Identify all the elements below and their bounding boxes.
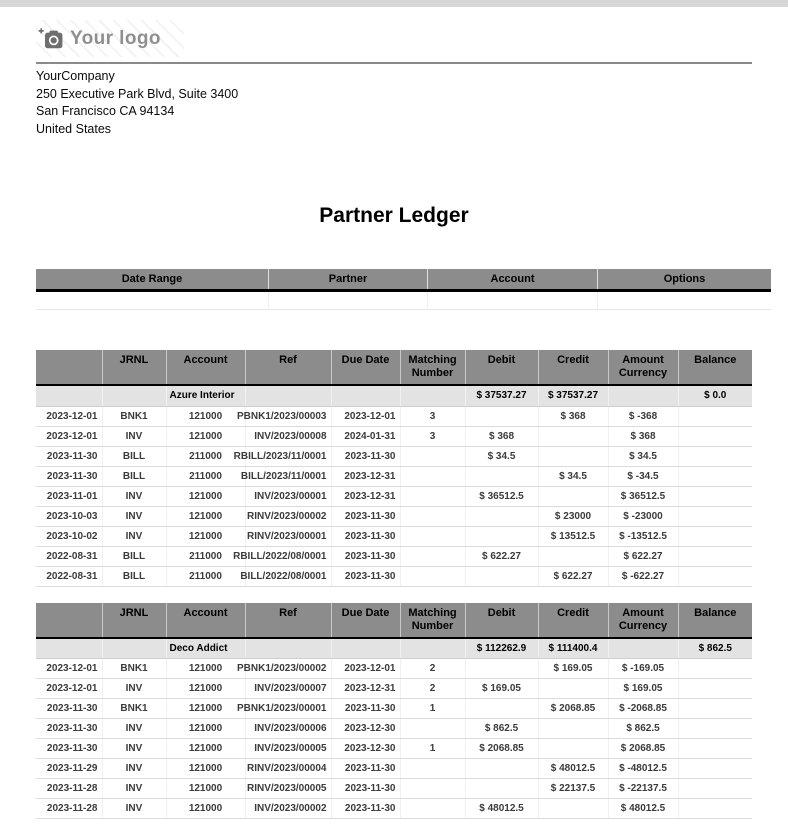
cell-due_date: 2023-12-30 bbox=[331, 719, 400, 739]
group-cell-jrnl bbox=[102, 385, 166, 406]
column-header-due_date: Due Date bbox=[331, 603, 400, 638]
filters-header-row bbox=[36, 269, 771, 291]
cell-due_date: 2023-11-30 bbox=[331, 779, 400, 799]
cell-credit bbox=[538, 739, 608, 759]
cell-credit bbox=[538, 799, 608, 819]
cell-amount_currency: $ -622.27 bbox=[608, 566, 678, 586]
cell-jrnl: BNK1 bbox=[102, 659, 166, 679]
cell-debit: $ 169.05 bbox=[465, 679, 538, 699]
group-cell-ref bbox=[245, 385, 331, 406]
ledger-row bbox=[36, 526, 752, 546]
cell-credit: $ 13512.5 bbox=[538, 526, 608, 546]
cell-balance bbox=[678, 759, 752, 779]
cell-date: 2022-08-31 bbox=[36, 566, 102, 586]
ledger-row bbox=[36, 699, 752, 719]
group-cell-amount_currency bbox=[608, 385, 678, 406]
cell-matching bbox=[400, 486, 465, 506]
page-top-strip bbox=[0, 0, 788, 7]
cell-account: 121000 bbox=[166, 739, 245, 759]
cell-balance bbox=[678, 719, 752, 739]
column-header-debit: Debit bbox=[465, 350, 538, 385]
column-header-debit: Debit bbox=[465, 603, 538, 638]
cell-amount_currency: $ -34.5 bbox=[608, 466, 678, 486]
cell-due_date: 2023-11-30 bbox=[331, 566, 400, 586]
cell-ref: INV/2023/00007 bbox=[245, 679, 331, 699]
cell-account: 121000 bbox=[166, 659, 245, 679]
ledger-row bbox=[36, 506, 752, 526]
cell-account: 121000 bbox=[166, 699, 245, 719]
cell-date: 2023-11-30 bbox=[36, 699, 102, 719]
cell-credit bbox=[538, 486, 608, 506]
cell-date: 2023-11-30 bbox=[36, 446, 102, 466]
cell-account: 121000 bbox=[166, 526, 245, 546]
cell-account: 121000 bbox=[166, 759, 245, 779]
cell-ref: PBNK1/2023/00001 bbox=[245, 699, 331, 719]
cell-matching: 2 bbox=[400, 659, 465, 679]
cell-due_date: 2023-11-30 bbox=[331, 526, 400, 546]
cell-ref: INV/2023/00008 bbox=[245, 426, 331, 446]
cell-credit: $ 23000 bbox=[538, 506, 608, 526]
cell-amount_currency: $ 2068.85 bbox=[608, 739, 678, 759]
cell-ref: BILL/2023/11/0001 bbox=[245, 466, 331, 486]
cell-account: 121000 bbox=[166, 506, 245, 526]
ledger-row bbox=[36, 546, 752, 566]
filter-header-partner: Partner bbox=[269, 269, 428, 291]
cell-credit bbox=[538, 679, 608, 699]
cell-matching: 1 bbox=[400, 699, 465, 719]
group-total-debit: $ 112262.9 bbox=[465, 638, 538, 659]
group-cell-due_date bbox=[331, 638, 400, 659]
cell-matching bbox=[400, 526, 465, 546]
column-header-due_date: Due Date bbox=[331, 350, 400, 385]
partner-group-name: Deco Addict bbox=[166, 638, 245, 659]
cell-jrnl: BILL bbox=[102, 466, 166, 486]
report-title: Partner Ledger bbox=[319, 204, 469, 227]
cell-debit: $ 48012.5 bbox=[465, 799, 538, 819]
cell-balance bbox=[678, 779, 752, 799]
cell-balance bbox=[678, 486, 752, 506]
cell-amount_currency: $ 169.05 bbox=[608, 679, 678, 699]
cell-account: 121000 bbox=[166, 426, 245, 446]
ledger-row bbox=[36, 486, 752, 506]
cell-due_date: 2023-12-01 bbox=[331, 406, 400, 426]
filter-value-options bbox=[598, 291, 772, 310]
cell-credit: $ 34.5 bbox=[538, 466, 608, 486]
cell-jrnl: INV bbox=[102, 739, 166, 759]
cell-credit: $ 622.27 bbox=[538, 566, 608, 586]
company-street: 250 Executive Park Blvd, Suite 3400 bbox=[36, 86, 239, 101]
cell-date: 2023-10-02 bbox=[36, 526, 102, 546]
cell-account: 121000 bbox=[166, 799, 245, 819]
cell-date: 2023-11-01 bbox=[36, 486, 102, 506]
filter-value-partner bbox=[269, 291, 428, 310]
cell-due_date: 2023-12-31 bbox=[331, 486, 400, 506]
group-total-balance: $ 862.5 bbox=[678, 638, 752, 659]
cell-matching bbox=[400, 566, 465, 586]
cell-due_date: 2023-11-30 bbox=[331, 446, 400, 466]
cell-credit: $ 22137.5 bbox=[538, 779, 608, 799]
filter-header-account: Account bbox=[428, 269, 598, 291]
cell-balance bbox=[678, 739, 752, 759]
group-total-balance: $ 0.0 bbox=[678, 385, 752, 406]
company-address-block bbox=[36, 68, 752, 138]
column-header-date bbox=[36, 350, 102, 385]
cell-amount_currency: $ -13512.5 bbox=[608, 526, 678, 546]
cell-matching bbox=[400, 719, 465, 739]
cell-ref: BILL/2022/08/0001 bbox=[245, 566, 331, 586]
cell-account: 211000 bbox=[166, 446, 245, 466]
cell-jrnl: INV bbox=[102, 759, 166, 779]
cell-credit bbox=[538, 426, 608, 446]
cell-due_date: 2023-11-30 bbox=[331, 546, 400, 566]
cell-due_date: 2023-11-30 bbox=[331, 759, 400, 779]
cell-debit bbox=[465, 526, 538, 546]
cell-ref: RBILL/2023/11/0001 bbox=[245, 446, 331, 466]
cell-matching bbox=[400, 779, 465, 799]
cell-debit bbox=[465, 466, 538, 486]
cell-matching bbox=[400, 446, 465, 466]
cell-jrnl: INV bbox=[102, 426, 166, 446]
partner-ledger-table bbox=[36, 350, 752, 587]
filter-header-options: Options bbox=[598, 269, 772, 291]
ledger-row bbox=[36, 779, 752, 799]
cell-debit bbox=[465, 759, 538, 779]
cell-ref: PBNK1/2023/00003 bbox=[245, 406, 331, 426]
cell-matching bbox=[400, 546, 465, 566]
ledger-row bbox=[36, 566, 752, 586]
cell-ref: RINV/2023/00001 bbox=[245, 526, 331, 546]
cell-due_date: 2024-01-31 bbox=[331, 426, 400, 446]
cell-balance bbox=[678, 406, 752, 426]
cell-amount_currency: $ -22137.5 bbox=[608, 779, 678, 799]
ledger-row bbox=[36, 739, 752, 759]
cell-debit bbox=[465, 779, 538, 799]
cell-balance bbox=[678, 566, 752, 586]
group-cell-amount_currency bbox=[608, 638, 678, 659]
cell-jrnl: BNK1 bbox=[102, 699, 166, 719]
cell-date: 2022-08-31 bbox=[36, 546, 102, 566]
cell-debit bbox=[465, 566, 538, 586]
column-header-amount_currency: Amount Currency bbox=[608, 603, 678, 638]
ledger-row bbox=[36, 426, 752, 446]
cell-ref: RINV/2023/00005 bbox=[245, 779, 331, 799]
column-header-account: Account bbox=[166, 350, 245, 385]
cell-due_date: 2023-12-31 bbox=[331, 466, 400, 486]
cell-ref: RINV/2023/00004 bbox=[245, 759, 331, 779]
cell-account: 121000 bbox=[166, 486, 245, 506]
cell-due_date: 2023-12-30 bbox=[331, 739, 400, 759]
cell-jrnl: INV bbox=[102, 526, 166, 546]
column-header-ref: Ref bbox=[245, 350, 331, 385]
ledger-row bbox=[36, 679, 752, 699]
header-divider-line bbox=[36, 62, 752, 64]
cell-jrnl: INV bbox=[102, 506, 166, 526]
cell-date: 2023-12-01 bbox=[36, 406, 102, 426]
cell-balance bbox=[678, 699, 752, 719]
cell-date: 2023-10-03 bbox=[36, 506, 102, 526]
cell-balance bbox=[678, 799, 752, 819]
cell-balance bbox=[678, 546, 752, 566]
cell-jrnl: BILL bbox=[102, 566, 166, 586]
cell-credit: $ 368 bbox=[538, 406, 608, 426]
column-header-matching: Matching Number bbox=[400, 603, 465, 638]
cell-date: 2023-11-30 bbox=[36, 739, 102, 759]
cell-ref: RINV/2023/00002 bbox=[245, 506, 331, 526]
ledger-tables-container bbox=[36, 350, 752, 819]
camera-plus-icon bbox=[38, 28, 63, 49]
ledger-row bbox=[36, 406, 752, 426]
cell-amount_currency: $ 862.5 bbox=[608, 719, 678, 739]
cell-matching: 2 bbox=[400, 679, 465, 699]
cell-account: 211000 bbox=[166, 566, 245, 586]
cell-balance bbox=[678, 446, 752, 466]
cell-matching: 3 bbox=[400, 406, 465, 426]
cell-amount_currency: $ 48012.5 bbox=[608, 799, 678, 819]
cell-debit bbox=[465, 659, 538, 679]
cell-matching bbox=[400, 799, 465, 819]
cell-debit: $ 2068.85 bbox=[465, 739, 538, 759]
cell-ref: INV/2023/00005 bbox=[245, 739, 331, 759]
filters-values-row bbox=[36, 291, 771, 310]
cell-amount_currency: $ -23000 bbox=[608, 506, 678, 526]
partner-ledger-table bbox=[36, 603, 752, 820]
group-cell-matching bbox=[400, 385, 465, 406]
ledger-row bbox=[36, 446, 752, 466]
column-header-amount_currency: Amount Currency bbox=[608, 350, 678, 385]
company-city-state-zip: San Francisco CA 94134 bbox=[36, 104, 175, 118]
cell-date: 2023-11-28 bbox=[36, 779, 102, 799]
cell-jrnl: BILL bbox=[102, 546, 166, 566]
cell-credit: $ 48012.5 bbox=[538, 759, 608, 779]
partner-group-name: Azure Interior bbox=[166, 385, 245, 406]
cell-balance bbox=[678, 659, 752, 679]
cell-due_date: 2023-11-30 bbox=[331, 506, 400, 526]
cell-date: 2023-11-30 bbox=[36, 466, 102, 486]
report-content bbox=[0, 20, 788, 819]
partner-group-row bbox=[36, 638, 752, 659]
column-header-credit: Credit bbox=[538, 603, 608, 638]
group-total-credit: $ 111400.4 bbox=[538, 638, 608, 659]
partner-group-row bbox=[36, 385, 752, 406]
cell-matching: 1 bbox=[400, 739, 465, 759]
column-header-account: Account bbox=[166, 603, 245, 638]
company-name: YourCompany bbox=[36, 69, 115, 83]
cell-ref: INV/2023/00002 bbox=[245, 799, 331, 819]
cell-due_date: 2023-11-30 bbox=[331, 799, 400, 819]
cell-jrnl: INV bbox=[102, 486, 166, 506]
cell-debit: $ 34.5 bbox=[465, 446, 538, 466]
cell-debit bbox=[465, 406, 538, 426]
ledger-row bbox=[36, 466, 752, 486]
cell-jrnl: INV bbox=[102, 679, 166, 699]
cell-credit: $ 2068.85 bbox=[538, 699, 608, 719]
ledger-row bbox=[36, 759, 752, 779]
cell-date: 2023-12-01 bbox=[36, 426, 102, 446]
filter-value-date-range bbox=[36, 291, 269, 310]
cell-ref: INV/2023/00001 bbox=[245, 486, 331, 506]
cell-credit bbox=[538, 446, 608, 466]
cell-jrnl: BILL bbox=[102, 446, 166, 466]
ledger-row bbox=[36, 719, 752, 739]
cell-amount_currency: $ -48012.5 bbox=[608, 759, 678, 779]
cell-ref: PBNK1/2023/00002 bbox=[245, 659, 331, 679]
cell-date: 2023-11-28 bbox=[36, 799, 102, 819]
cell-credit: $ 169.05 bbox=[538, 659, 608, 679]
cell-matching bbox=[400, 759, 465, 779]
cell-ref: RBILL/2022/08/0001 bbox=[245, 546, 331, 566]
company-country: United States bbox=[36, 121, 112, 136]
cell-jrnl: BNK1 bbox=[102, 406, 166, 426]
column-header-credit: Credit bbox=[538, 350, 608, 385]
ledger-row bbox=[36, 799, 752, 819]
filter-header-date-range: Date Range bbox=[36, 269, 269, 291]
cell-jrnl: INV bbox=[102, 719, 166, 739]
ledger-row bbox=[36, 659, 752, 679]
column-header-date bbox=[36, 603, 102, 638]
column-header-ref: Ref bbox=[245, 603, 331, 638]
cell-debit: $ 862.5 bbox=[465, 719, 538, 739]
cell-debit: $ 368 bbox=[465, 426, 538, 446]
column-header-balance: Balance bbox=[678, 603, 752, 638]
cell-amount_currency: $ 36512.5 bbox=[608, 486, 678, 506]
column-header-jrnl: JRNL bbox=[102, 603, 166, 638]
cell-amount_currency: $ 368 bbox=[608, 426, 678, 446]
cell-jrnl: INV bbox=[102, 799, 166, 819]
filter-value-account bbox=[428, 291, 598, 310]
cell-debit bbox=[465, 506, 538, 526]
cell-jrnl: INV bbox=[102, 779, 166, 799]
column-header-balance: Balance bbox=[678, 350, 752, 385]
cell-account: 121000 bbox=[166, 679, 245, 699]
cell-date: 2023-11-30 bbox=[36, 719, 102, 739]
group-total-credit: $ 37537.27 bbox=[538, 385, 608, 406]
cell-amount_currency: $ -368 bbox=[608, 406, 678, 426]
group-cell-jrnl bbox=[102, 638, 166, 659]
cell-balance bbox=[678, 506, 752, 526]
cell-amount_currency: $ -169.05 bbox=[608, 659, 678, 679]
cell-due_date: 2023-12-31 bbox=[331, 679, 400, 699]
logo-placeholder-text: Your logo bbox=[70, 27, 161, 49]
cell-debit: $ 36512.5 bbox=[465, 486, 538, 506]
cell-date: 2023-12-01 bbox=[36, 679, 102, 699]
cell-amount_currency: $ -2068.85 bbox=[608, 699, 678, 719]
group-cell-due_date bbox=[331, 385, 400, 406]
cell-credit bbox=[538, 719, 608, 739]
cell-debit bbox=[465, 699, 538, 719]
group-cell-date bbox=[36, 638, 102, 659]
cell-due_date: 2023-11-30 bbox=[331, 699, 400, 719]
cell-amount_currency: $ 622.27 bbox=[608, 546, 678, 566]
ledger-header-row bbox=[36, 350, 752, 385]
group-cell-date bbox=[36, 385, 102, 406]
cell-account: 121000 bbox=[166, 779, 245, 799]
cell-date: 2023-11-29 bbox=[36, 759, 102, 779]
group-cell-matching bbox=[400, 638, 465, 659]
group-cell-ref bbox=[245, 638, 331, 659]
cell-date: 2023-12-01 bbox=[36, 659, 102, 679]
cell-amount_currency: $ 34.5 bbox=[608, 446, 678, 466]
company-logo-placeholder bbox=[36, 20, 184, 57]
cell-account: 211000 bbox=[166, 546, 245, 566]
cell-matching bbox=[400, 466, 465, 486]
column-header-matching: Matching Number bbox=[400, 350, 465, 385]
cell-account: 121000 bbox=[166, 719, 245, 739]
cell-matching: 3 bbox=[400, 426, 465, 446]
cell-balance bbox=[678, 526, 752, 546]
cell-account: 211000 bbox=[166, 466, 245, 486]
cell-balance bbox=[678, 679, 752, 699]
cell-ref: INV/2023/00006 bbox=[245, 719, 331, 739]
cell-credit bbox=[538, 546, 608, 566]
cell-balance bbox=[678, 426, 752, 446]
cell-matching bbox=[400, 506, 465, 526]
group-total-debit: $ 37537.27 bbox=[465, 385, 538, 406]
cell-due_date: 2023-12-01 bbox=[331, 659, 400, 679]
cell-account: 121000 bbox=[166, 406, 245, 426]
cell-debit: $ 622.27 bbox=[465, 546, 538, 566]
column-header-jrnl: JRNL bbox=[102, 350, 166, 385]
cell-balance bbox=[678, 466, 752, 486]
ledger-header-row bbox=[36, 603, 752, 638]
report-filters-table bbox=[36, 269, 771, 310]
